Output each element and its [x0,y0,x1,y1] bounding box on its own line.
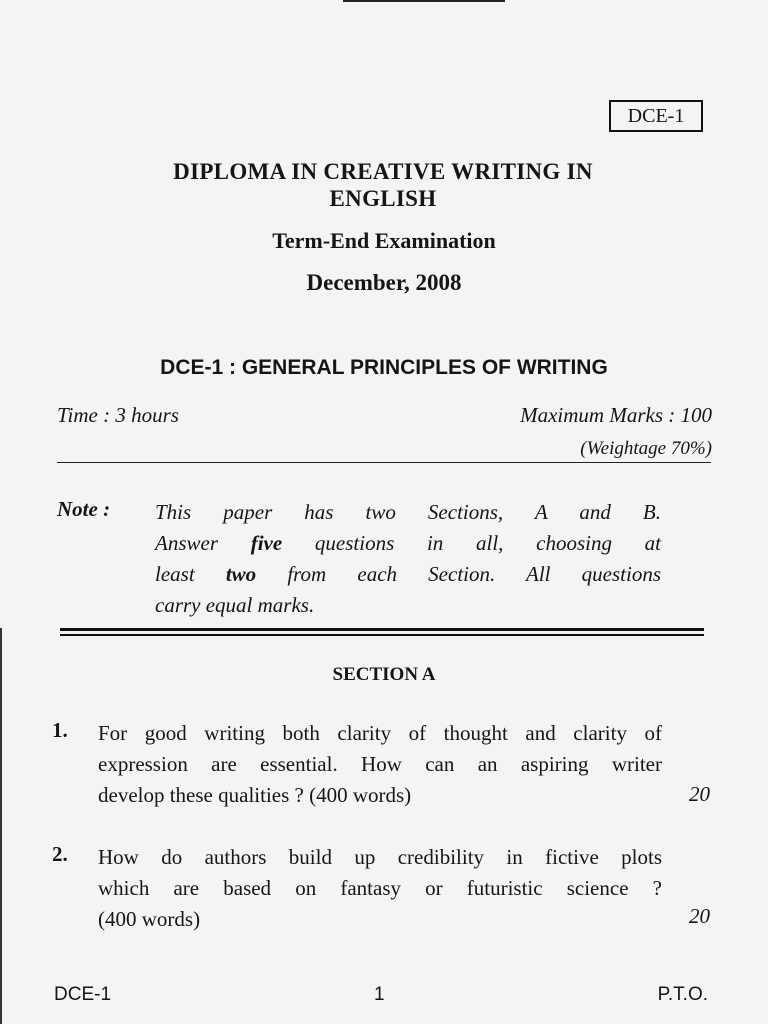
note-line-4: carry equal marks. [155,593,315,617]
question-1-text [98,718,662,811]
note-line-2 [155,528,661,559]
exam-name: Term-End Examination [272,228,496,253]
question-1-marks: 20 [689,782,710,806]
question-2-text [98,842,662,935]
top-rule [343,0,505,2]
note-text-part: least [155,562,226,586]
weightage: (Weightage 70%) [580,438,712,459]
diploma-title-line2: ENGLISH [329,186,437,211]
note-line-3 [155,559,661,590]
maximum-marks: Maximum Marks : 100 [520,403,712,427]
note-text-part: Answer [155,531,251,555]
question-1-line: For good writing both clarity of thought and clarity of [98,721,662,745]
note-line-1: This paper has two Sections, A and B. [155,500,661,524]
diploma-title-line1: DIPLOMA IN CREATIVE WRITING IN [173,159,593,184]
time-allowed: Time : 3 hours [57,403,179,427]
course-title: DCE-1 : GENERAL PRINCIPLES OF WRITING [160,356,608,379]
paper-code-box [609,100,703,132]
question-2-number: 2. [52,842,68,866]
page-number: 1 [374,984,385,1005]
question-1-line: expression are essential. How can an aspiring writer [98,752,662,776]
please-turn-over: P.T.O. [657,984,708,1005]
diploma-title [100,158,666,212]
double-rule-bottom [60,634,704,636]
divider-line [57,462,711,463]
section-a-heading: SECTION A [332,664,436,685]
question-2-line: How do authors build up credibility in fictive plots [98,845,662,869]
question-2-marks: 20 [689,904,710,928]
footer-paper-code: DCE-1 [54,984,112,1005]
question-1-line: develop these qualities ? (400 words) [98,783,412,807]
note-emphasis-two: two [225,562,257,586]
note-text-part: from each Section. All questions [256,562,661,586]
note-label: Note : [57,497,111,521]
page-edge-line [0,628,2,1024]
exam-date: December, 2008 [306,270,462,295]
question-1-number: 1. [52,718,68,742]
question-2-line: which are based on fantasy or futuristic science ? [98,876,662,900]
note-text-part: questions in all, choosing at [282,531,662,555]
question-2-line: (400 words) [98,907,201,931]
paper-code: DCE-1 [627,105,685,127]
note-text [155,497,661,621]
double-rule-top [60,628,704,631]
note-emphasis-five: five [250,531,283,555]
